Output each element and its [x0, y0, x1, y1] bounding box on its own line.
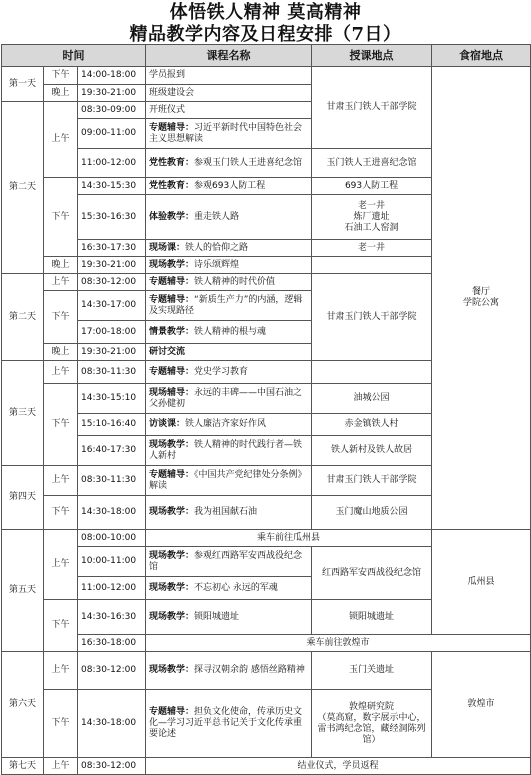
time-cell: 14:00-18:00 [78, 67, 146, 85]
course-text: 党史学习教育 [194, 366, 249, 377]
course-text: 探寻汉朝余韵 感悟丝路精神 [194, 665, 305, 675]
segment-label: 上午 [44, 530, 78, 600]
time-cell: 19:30-21:00 [78, 344, 146, 361]
course-text: 重走铁人路 [194, 211, 240, 222]
segment-label: 下午 [44, 600, 78, 652]
segment-label: 下午 [44, 496, 78, 530]
day-label: 第七天 [2, 758, 44, 775]
course-cell [146, 436, 312, 466]
course-keyword: 党性教育： [149, 180, 195, 191]
location-cell: 玉门魔山地质公园 [312, 496, 432, 530]
segment-label: 上午 [44, 652, 78, 690]
header-lodging: 食宿地点 [432, 45, 531, 67]
day-label: 第五天 [2, 530, 44, 652]
time-cell: 11:00-12:00 [78, 149, 146, 178]
day-label: 第六天 [2, 652, 44, 758]
course-cell [146, 85, 312, 102]
transit-cell: 乘车前往瓜州县 [146, 530, 432, 547]
course-keyword: 现场教学： [149, 665, 195, 675]
segment-label: 上午 [44, 102, 78, 178]
course-keyword: 情景教学： [149, 326, 195, 337]
location-cell: 红西路军安西战役纪念馆 [312, 547, 432, 600]
table-row [2, 635, 531, 652]
header-course: 课程名称 [146, 45, 312, 67]
course-text: 铁人精神的根与魂 [194, 326, 267, 337]
time-cell: 14:30-15:30 [78, 178, 146, 195]
day-label: 第二天 [2, 274, 44, 361]
course-cell [146, 257, 312, 274]
table-row [2, 758, 531, 775]
course-text: 开班仪式 [149, 104, 186, 115]
lodging-cell: 敦煌市 [432, 652, 531, 758]
time-cell: 17:00-18:00 [78, 321, 146, 344]
time-cell: 08:30-11:30 [78, 466, 146, 496]
course-text: 铁人精神的时代价值 [194, 276, 276, 287]
course-cell [146, 291, 312, 321]
course-cell [146, 321, 312, 344]
course-cell [146, 690, 312, 758]
course-text: 担负文化使命，传承历史文化—学习习近平总书记关于文化传承重要论述 [149, 707, 303, 739]
course-cell [146, 361, 312, 384]
course-keyword: 现场教学： [149, 582, 195, 593]
course-cell [146, 195, 312, 240]
course-keyword: 现场辅导： [149, 387, 195, 398]
course-text: 锁阳城遗址 [194, 611, 240, 622]
lodging-cell: 餐厅 学院公寓 [432, 67, 531, 530]
course-text: 我为祖国献石油 [194, 507, 258, 517]
location-cell [312, 361, 432, 384]
course-text: 参观玉门铁人王进喜纪念馆 [194, 157, 303, 168]
location-cell: 铁人新村及铁人故居 [312, 436, 432, 466]
location-cell: 693人防工程 [312, 178, 432, 195]
time-cell: 15:30-16:30 [78, 195, 146, 240]
time-cell: 08:00-10:00 [78, 530, 146, 547]
day-label: 第三天 [2, 361, 44, 466]
day-label: 第二天 [2, 102, 44, 274]
course-keyword: 研讨交流 [149, 346, 186, 357]
segment-label: 下午 [44, 291, 78, 344]
schedule-table [1, 44, 531, 775]
course-keyword: 专题辅导： [149, 469, 195, 480]
location-cell: 老一井 炼厂遗址 石油工人窑洞 [312, 195, 432, 240]
transit-cell: 乘车前往敦煌市 [146, 635, 531, 652]
header-time: 时间 [2, 45, 146, 67]
course-keyword: 专题辅导： [149, 366, 195, 377]
course-text: 《中国共产党纪律处分条例》解读 [149, 469, 307, 491]
time-cell: 10:00-11:00 [78, 547, 146, 577]
time-cell: 15:10-16:40 [78, 414, 146, 436]
location-cell: 甘肃玉门铁人干部学院 [312, 274, 432, 361]
course-keyword: 现场教学： [149, 550, 195, 561]
segment-label: 晚上 [44, 344, 78, 361]
day-label: 第一天 [2, 67, 44, 102]
segment-label: 上午 [44, 466, 78, 496]
time-cell: 16:40-17:30 [78, 436, 146, 466]
course-cell [146, 652, 312, 690]
page-title: 体悟铁人精神 莫高精神 [169, 2, 362, 23]
location-cell: 老一井 [312, 240, 432, 257]
course-cell [146, 67, 312, 85]
course-keyword: 现场教学： [149, 507, 195, 517]
course-text: 班级建设会 [149, 87, 195, 98]
location-cell [312, 257, 432, 274]
course-keyword: 现场课： [149, 242, 186, 253]
location-cell: 玉门关遗址 [312, 652, 432, 690]
course-text: 学员报到 [149, 70, 186, 80]
course-keyword: 专题辅导： [149, 122, 195, 133]
course-text: 铁人精神的时代践行者—铁人新村 [149, 439, 303, 461]
course-cell [146, 274, 312, 291]
location-cell: 玉门铁人王进喜纪念馆 [312, 149, 432, 178]
location-cell: 甘肃玉门铁人干部学院 [312, 466, 432, 496]
course-cell [146, 384, 312, 414]
segment-label: 下午 [44, 690, 78, 758]
course-cell [146, 600, 312, 635]
time-cell: 08:30-09:00 [78, 102, 146, 119]
lodging-cell: 瓜州县 [432, 530, 531, 635]
course-text: 不忘初心 永远的军魂 [194, 582, 278, 593]
course-cell [146, 149, 312, 178]
course-text: 诗乐颂辉煌 [194, 259, 240, 270]
time-cell: 19:30-21:00 [78, 85, 146, 102]
segment-label: 上午 [44, 361, 78, 384]
location-cell: 油城公园 [312, 384, 432, 414]
time-cell: 16:30-17:30 [78, 240, 146, 257]
course-keyword: 专题辅导： [149, 294, 195, 305]
closing-cell: 结业仪式，学员返程 [146, 758, 531, 775]
course-text: 铁人廉洁齐家好作风 [185, 419, 267, 429]
table-row [2, 530, 531, 547]
table-row [2, 652, 531, 690]
course-keyword: 专题辅导： [149, 276, 195, 287]
segment-label: 下午 [44, 384, 78, 466]
course-keyword: 体验教学： [149, 211, 195, 222]
time-cell: 11:00-12:00 [78, 577, 146, 600]
segment-label: 上午 [44, 758, 78, 775]
course-text: 永远的丰碑——中国石油之父孙健初 [149, 387, 303, 409]
course-cell [146, 577, 312, 600]
segment-label: 下午 [44, 178, 78, 257]
time-cell: 19:30-21:00 [78, 257, 146, 274]
time-cell: 14:30-17:00 [78, 291, 146, 321]
location-cell: 敦煌研究院 （莫高窟，数字展示中心，雷书鸿纪念馆，藏经洞陈列馆） [312, 690, 432, 758]
table-row [2, 67, 531, 85]
course-cell [146, 119, 312, 149]
segment-label: 晚上 [44, 85, 78, 102]
header-location: 授课地点 [312, 45, 432, 67]
day-label: 第四天 [2, 466, 44, 530]
course-cell [146, 414, 312, 436]
course-cell [146, 344, 312, 361]
course-keyword: 访谈课： [149, 419, 186, 429]
time-cell: 14:30-18:00 [78, 690, 146, 758]
time-cell: 08:30-12:00 [78, 652, 146, 690]
course-cell [146, 102, 312, 119]
time-cell: 08:30-12:00 [78, 758, 146, 775]
segment-label: 下午 [44, 67, 78, 85]
time-cell: 14:30-16:30 [78, 600, 146, 635]
time-cell: 09:00-11:00 [78, 119, 146, 149]
time-cell: 08:30-11:30 [78, 361, 146, 384]
course-cell [146, 466, 312, 496]
course-keyword: 现场教学： [149, 439, 195, 450]
time-cell: 08:30-12:00 [78, 274, 146, 291]
location-cell: 赤金镇铁人村 [312, 414, 432, 436]
course-keyword: 党性教育： [149, 157, 195, 168]
location-cell: 甘肃玉门铁人干部学院 [312, 67, 432, 149]
course-text: 参观红西路军安西战役纪念馆 [149, 550, 303, 572]
course-text: “新质生产力”的内涵，逻辑及实现路径 [149, 294, 303, 316]
location-cell: 锁阳城遗址 [312, 600, 432, 635]
course-cell [146, 547, 312, 577]
segment-label: 上午 [44, 274, 78, 291]
time-cell: 14:30-15:10 [78, 384, 146, 414]
course-cell [146, 178, 312, 195]
course-text: 参观693人防工程 [194, 180, 266, 191]
course-cell [146, 240, 312, 257]
time-cell: 14:30-18:00 [78, 496, 146, 530]
segment-label: 晚上 [44, 257, 78, 274]
page-subtitle: 精品教学内容及日程安排（7日） [129, 24, 402, 45]
table-header-row [2, 45, 531, 67]
time-cell: 16:30-18:00 [78, 635, 146, 652]
course-keyword: 现场教学： [149, 259, 195, 270]
course-keyword: 现场教学： [149, 611, 195, 622]
course-text: 铁人的恰仰之路 [185, 242, 249, 253]
course-text: 习近平新时代中国特色社会主义思想解读 [149, 122, 303, 144]
course-cell [146, 496, 312, 530]
course-keyword: 专题辅导： [149, 707, 195, 717]
